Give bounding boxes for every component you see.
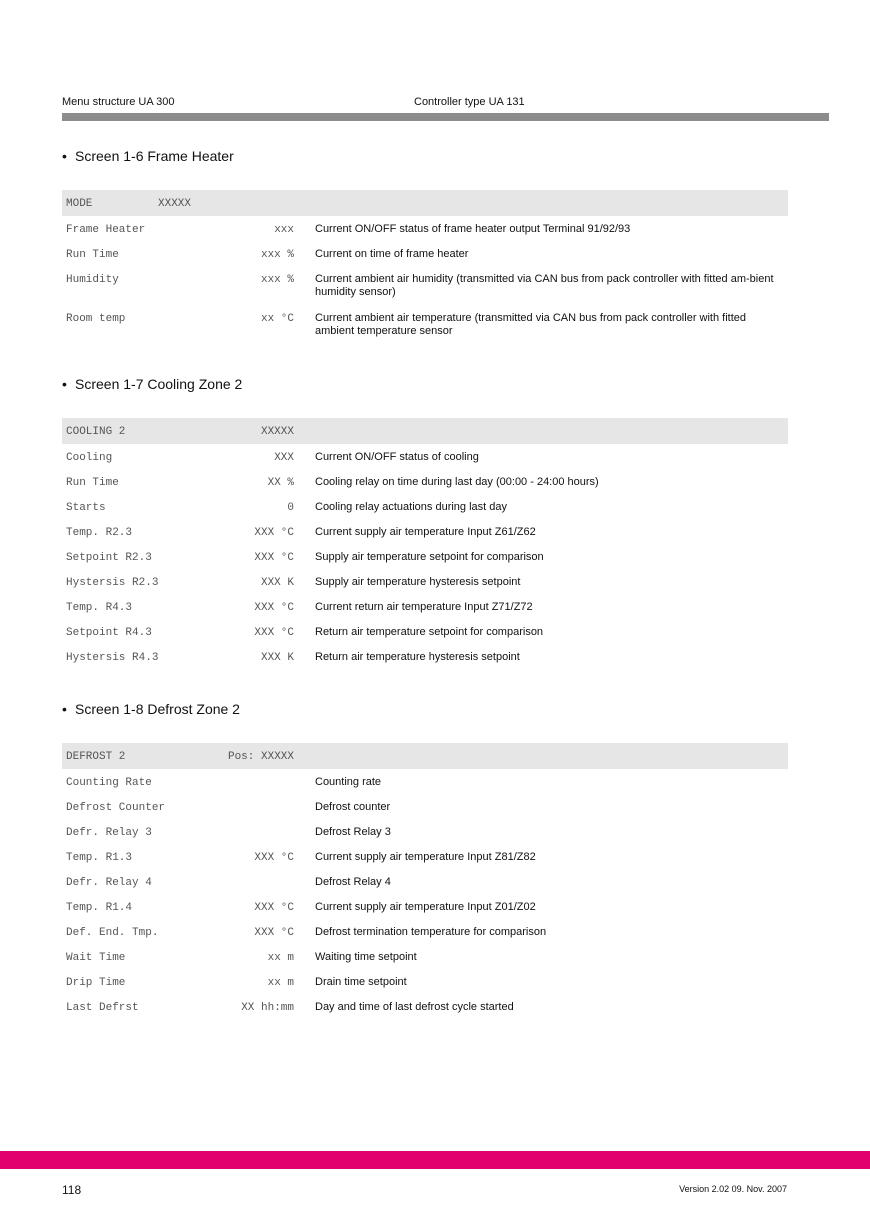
section-title-defrost-zone-2: [62, 701, 240, 717]
section-title-text: Screen 1-7 Cooling Zone 2: [75, 376, 243, 392]
row-value: xxx %: [260, 274, 294, 286]
header-cooling-value: XXXXX: [260, 426, 294, 438]
row-label: Last Defrst: [66, 1002, 139, 1014]
row-description: Counting rate: [315, 776, 382, 788]
row-label: Run Time: [66, 477, 119, 489]
row-description: Current supply air temperature Input Z01/Z02: [315, 901, 536, 913]
row-label: Room temp: [66, 313, 126, 325]
row-label: Temp. R4.3: [66, 602, 133, 614]
row-description: Current ambient air temperature (transmitted via CAN bus from pack controller with fitted ambient temperature sensor: [315, 312, 746, 337]
row-value: XX %: [267, 477, 294, 489]
row-description: Supply air temperature setpoint for comparison: [315, 551, 544, 563]
row-description: Current supply air temperature Input Z61/Z62: [315, 526, 536, 538]
row-label: Humidity: [66, 274, 119, 286]
row-value: xx m: [267, 977, 294, 989]
row-description: Return air temperature hysteresis setpoint: [315, 651, 520, 663]
row-description: Waiting time setpoint: [315, 951, 417, 963]
row-label: Temp. R1.3: [66, 852, 133, 864]
row-value: XX hh:mm: [241, 1002, 294, 1014]
header-rule: [62, 113, 829, 121]
row-value: 0: [287, 502, 294, 514]
header-cooling-label: COOLING 2: [66, 426, 126, 438]
row-label: Frame Heater: [66, 224, 146, 236]
row-label: Setpoint R4.3: [66, 627, 152, 639]
row-label: Run Time: [66, 249, 119, 261]
row-value: XXX: [274, 452, 294, 464]
row-value: XXX °C: [254, 927, 294, 939]
row-description: Defrost Relay 3: [315, 826, 391, 838]
row-label: Defr. Relay 4: [66, 877, 152, 889]
row-value: XXX °C: [254, 527, 294, 539]
row-description: Return air temperature setpoint for comparison: [315, 626, 544, 638]
header-defrost-position: Pos: XXXXX: [227, 751, 294, 763]
bullet-icon: •: [62, 701, 67, 717]
cooling-zone-table: [62, 418, 788, 664]
row-value: xx °C: [260, 313, 294, 325]
footer-accent-bar: [0, 1151, 870, 1169]
row-description: Cooling relay on time during last day (00:00 - 24:00 hours): [315, 476, 599, 488]
row-label: Def. End. Tmp.: [66, 927, 159, 939]
row-label: Defrost Counter: [66, 802, 166, 814]
bullet-icon: •: [62, 148, 67, 164]
row-label: Setpoint R2.3: [66, 552, 152, 564]
row-description: Current ON/OFF status of cooling: [315, 451, 479, 463]
row-value: xxx %: [260, 249, 294, 261]
row-description: Current return air temperature Input Z71/Z72: [315, 601, 533, 613]
row-value: XXX °C: [254, 902, 294, 914]
row-description: Current ambient air humidity (transmitted via CAN bus from pack controller with fitted am-bient humidity sensor): [315, 273, 774, 298]
bullet-icon: •: [62, 376, 67, 392]
row-description: Day and time of last defrost cycle started: [315, 1001, 514, 1013]
section-title-text: Screen 1-8 Defrost Zone 2: [75, 701, 240, 717]
row-description: Defrost termination temperature for comparison: [315, 926, 547, 938]
row-value: XXX °C: [254, 552, 294, 564]
row-description: Defrost counter: [315, 801, 391, 813]
row-label: Starts: [66, 502, 106, 514]
row-description: Cooling relay actuations during last day: [315, 501, 508, 513]
section-title-frame-heater: [62, 148, 234, 164]
row-value: XXX °C: [254, 627, 294, 639]
frame-heater-table: [62, 190, 788, 337]
row-label: Wait Time: [66, 952, 126, 964]
row-value: XXX K: [260, 577, 294, 589]
row-value: xx m: [267, 952, 294, 964]
row-value: XXX °C: [254, 602, 294, 614]
row-label: Drip Time: [66, 977, 126, 989]
row-description: Drain time setpoint: [315, 976, 407, 988]
row-description: Current ON/OFF status of frame heater output Terminal 91/92/93: [315, 223, 631, 235]
row-description: Current on time of frame heater: [315, 248, 469, 260]
row-label: Temp. R2.3: [66, 527, 133, 539]
table-header: [62, 743, 788, 769]
row-description: Supply air temperature hysteresis setpoint: [315, 576, 521, 588]
table-header: [62, 418, 788, 444]
row-label: Temp. R1.4: [66, 902, 133, 914]
row-value: XXX °C: [254, 852, 294, 864]
row-value: xxx: [274, 224, 294, 236]
row-label: Hystersis R2.3: [66, 577, 159, 589]
row-description: Current supply air temperature Input Z81/Z82: [315, 851, 536, 863]
header-document-title: Menu structure UA 300: [62, 96, 175, 108]
header-defrost-label: DEFROST 2: [66, 751, 126, 763]
header-mode-value: XXXXX: [158, 198, 192, 210]
row-label: Defr. Relay 3: [66, 827, 152, 839]
defrost-zone-table: [62, 743, 788, 1014]
header-mode-label: MODE: [66, 198, 93, 210]
section-title-cooling-zone-2: [62, 376, 242, 392]
header-controller-type: Controller type UA 131: [414, 96, 525, 108]
version-info: Version 2.02 09. Nov. 2007: [679, 1184, 787, 1194]
row-label: Counting Rate: [66, 777, 152, 789]
section-title-text: Screen 1-6 Frame Heater: [75, 148, 234, 164]
page-number: 118: [62, 1183, 82, 1197]
row-label: Cooling: [66, 452, 113, 464]
row-value: XXX K: [260, 652, 294, 664]
row-label: Hystersis R4.3: [66, 652, 159, 664]
row-description: Defrost Relay 4: [315, 876, 391, 888]
table-header: [62, 190, 788, 216]
